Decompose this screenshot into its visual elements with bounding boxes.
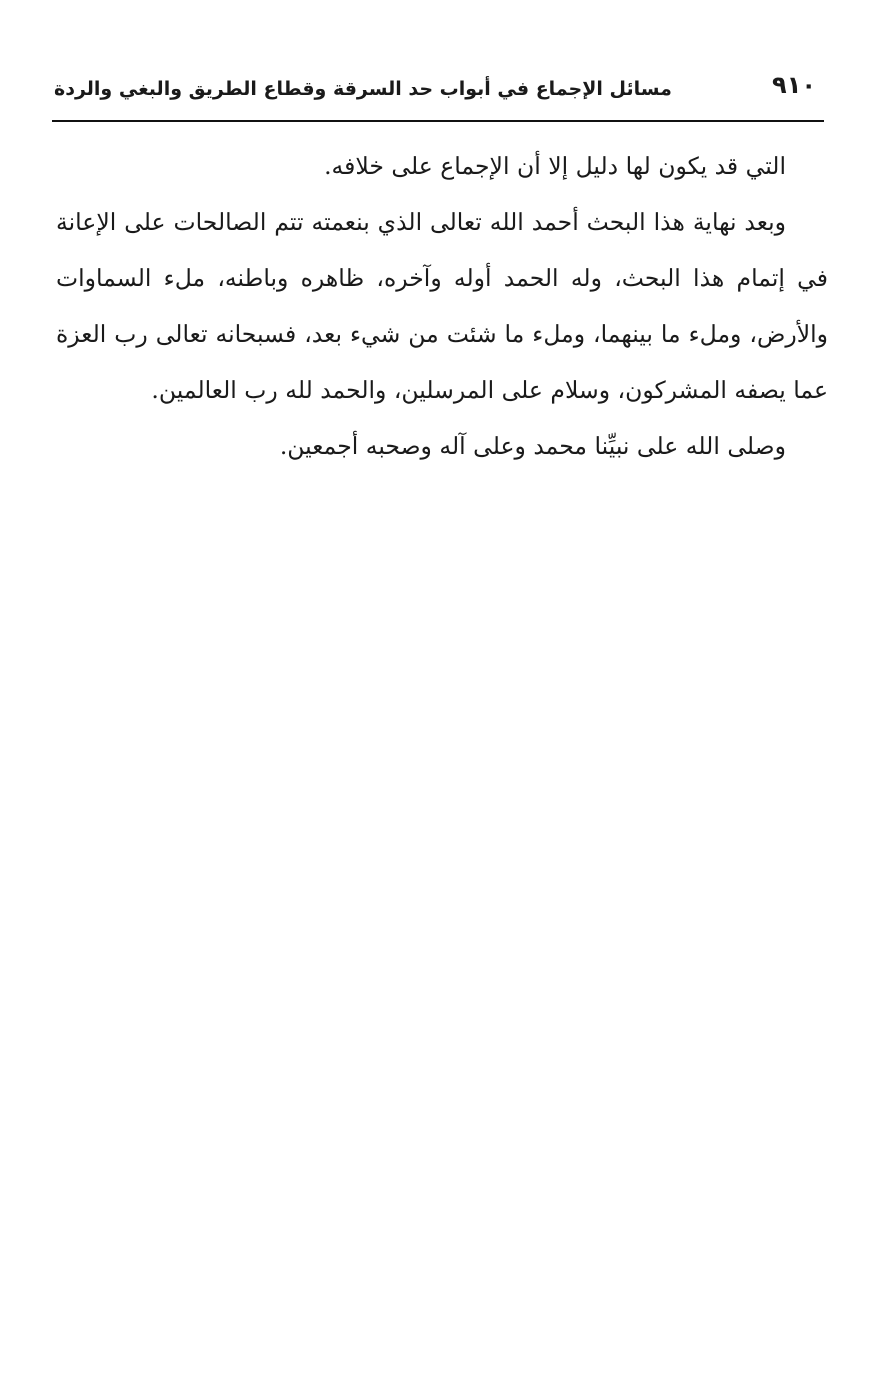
header-divider — [52, 120, 824, 122]
paragraph-2: وبعد نهاية هذا البحث أحمد الله تعالى الذي بنعمته تتم الصالحات على الإعانة في إتمام هذا البحث، وله الحمد أوله وآخره، ظاهره وباطنه، ملء السماوات والأرض، وملء ما بينهما، وملء ما شئت من شيء بعد، فسبحانه تعالى رب العزة عما يصفه المشركون، وسلام على المرسلين، والحمد لله رب العالمين. — [56, 208, 828, 404]
paragraph-1: التي قد يكون لها دليل إلا أن الإجماع على خلافه. — [324, 152, 786, 180]
paragraph-3: وصلى الله على نبيِّنا محمد وعلى آله وصحبه أجمعين. — [279, 432, 786, 460]
running-header-title: مسائل الإجماع في أبواب حد السرقة وقطاع الطريق والبغي والردة — [54, 78, 672, 100]
running-header — [52, 62, 824, 114]
page-number: ٩١٠ — [772, 71, 816, 99]
body-text — [56, 138, 828, 474]
